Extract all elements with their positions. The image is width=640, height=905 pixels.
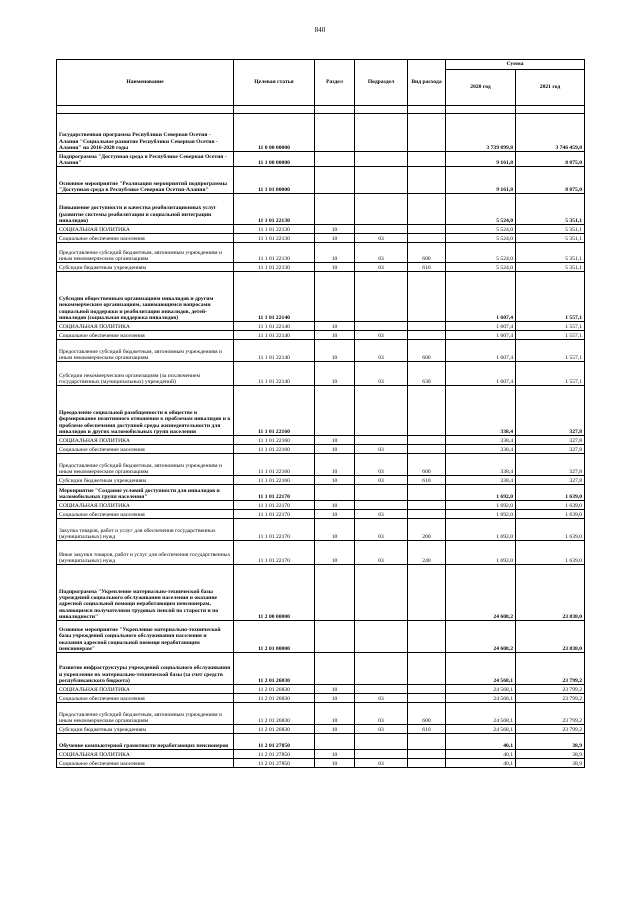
row-expense-type: [408, 685, 446, 694]
table-body: [57, 114, 585, 768]
row-target-code: 11 1 01 22140: [234, 340, 315, 362]
row-value-2020: 338,4: [446, 436, 516, 445]
row-expense-type: [408, 386, 446, 436]
row-subsection: [355, 621, 408, 653]
row-name: Социальное обеспечение населения: [57, 694, 234, 703]
row-value-2020: 40,1: [446, 759, 516, 768]
table-row: [57, 734, 585, 750]
table-row: [57, 750, 585, 759]
row-subsection: 03: [355, 454, 408, 476]
row-target-code: 11 1 01 22170: [234, 485, 315, 501]
row-value-2020: 5 524,0: [446, 234, 516, 243]
row-expense-type: [408, 734, 446, 750]
row-value-2020: 40,1: [446, 734, 516, 750]
row-value-2020: 338,4: [446, 445, 516, 454]
row-subsection: 03: [355, 694, 408, 703]
row-name: Социальное обеспечение населения: [57, 510, 234, 519]
row-section: [315, 152, 355, 167]
row-expense-type: 610: [408, 263, 446, 272]
row-name: Субсидии бюджетным учреждениям: [57, 725, 234, 734]
row-value-2021: 23 799,2: [516, 653, 585, 685]
row-expense-type: [408, 234, 446, 243]
row-value-2021: 38,9: [516, 734, 585, 750]
table-row: [57, 167, 585, 194]
row-section: 10: [315, 234, 355, 243]
budget-table: [56, 59, 585, 768]
row-subsection: 03: [355, 331, 408, 340]
row-value-2020: 40,1: [446, 750, 516, 759]
row-expense-type: [408, 621, 446, 653]
row-section: 10: [315, 454, 355, 476]
row-name: Социальное обеспечение населения: [57, 234, 234, 243]
row-subsection: 03: [355, 243, 408, 263]
row-name: Подпрограмма "Доступная среда в Республике Северная Осетия - Алания": [57, 152, 234, 167]
row-expense-type: 240: [408, 541, 446, 565]
row-name: СОЦИАЛЬНАЯ ПОЛИТИКА: [57, 685, 234, 694]
row-subsection: 03: [355, 510, 408, 519]
table-row: [57, 476, 585, 485]
header-target-article: Целевая статья: [234, 60, 315, 106]
row-target-code: 11 1 01 22170: [234, 501, 315, 510]
row-value-2020: 1 607,4: [446, 272, 516, 322]
row-expense-type: [408, 225, 446, 234]
row-subsection: [355, 501, 408, 510]
row-target-code: 11 1 01 22160: [234, 386, 315, 436]
table-row: [57, 621, 585, 653]
row-value-2021: 327,8: [516, 476, 585, 485]
row-value-2020: 24 568,1: [446, 703, 516, 725]
row-value-2020: 24 568,1: [446, 653, 516, 685]
row-target-code: 11 1 01 22160: [234, 445, 315, 454]
row-name: Подпрограмма "Укрепление материально-технической базы учреждений социального обслуживания населения и оказание адресной социальной помощи неработающим пенсионерам, являющимся получателями трудовых пенсий по старости и по инвалидности": [57, 565, 234, 621]
table-row: [57, 386, 585, 436]
table-row: [57, 194, 585, 225]
row-value-2020: 1 607,4: [446, 331, 516, 340]
row-value-2020: 5 524,0: [446, 194, 516, 225]
row-subsection: [355, 167, 408, 194]
row-value-2021: 327,8: [516, 445, 585, 454]
row-target-code: 11 2 01 26830: [234, 703, 315, 725]
row-section: [315, 114, 355, 152]
row-subsection: [355, 653, 408, 685]
row-section: [315, 272, 355, 322]
row-name: СОЦИАЛЬНАЯ ПОЛИТИКА: [57, 501, 234, 510]
row-subsection: 03: [355, 445, 408, 454]
row-value-2021: 3 746 459,8: [516, 114, 585, 152]
row-value-2020: 24 608,2: [446, 565, 516, 621]
row-section: 10: [315, 445, 355, 454]
row-expense-type: 610: [408, 476, 446, 485]
table-row: [57, 225, 585, 234]
row-value-2020: 1 692,0: [446, 510, 516, 519]
header-name: Наименование: [57, 60, 234, 106]
row-target-code: 11 2 01 26830: [234, 725, 315, 734]
table-row: [57, 519, 585, 541]
row-section: [315, 167, 355, 194]
row-subsection: [355, 685, 408, 694]
row-subsection: [355, 152, 408, 167]
row-section: [315, 734, 355, 750]
page-number: 840: [314, 26, 326, 34]
table-row: [57, 759, 585, 768]
row-value-2021: 8 875,0: [516, 167, 585, 194]
row-name: Предоставление субсидий бюджетным, автономным учреждениям и иным некоммерческим организациям: [57, 454, 234, 476]
table-row: [57, 243, 585, 263]
row-name: Предоставление субсидий бюджетным, автономным учреждениям и иным некоммерческим организациям: [57, 340, 234, 362]
header-expense-type: Вид расхода: [408, 60, 446, 106]
row-value-2020: 5 524,0: [446, 225, 516, 234]
row-subsection: [355, 114, 408, 152]
row-target-code: 11 1 01 22140: [234, 331, 315, 340]
row-value-2021: 23 838,0: [516, 621, 585, 653]
row-name: Обучение компьютерной грамотности неработающих пенсионеров: [57, 734, 234, 750]
row-section: [315, 621, 355, 653]
row-name: Повышение доступности и качества реабилитационных услуг (развитие системы реабилитации и социальной интеграции инвалидов): [57, 194, 234, 225]
table-row: [57, 510, 585, 519]
row-value-2021: 1 639,0: [516, 519, 585, 541]
row-name: СОЦИАЛЬНАЯ ПОЛИТИКА: [57, 225, 234, 234]
row-value-2020: 24 568,1: [446, 685, 516, 694]
row-target-code: 11 2 01 26830: [234, 653, 315, 685]
row-subsection: [355, 734, 408, 750]
row-subsection: 03: [355, 725, 408, 734]
row-section: 10: [315, 750, 355, 759]
row-value-2021: 23 799,2: [516, 703, 585, 725]
row-expense-type: [408, 759, 446, 768]
row-expense-type: [408, 445, 446, 454]
row-value-2021: 23 799,2: [516, 694, 585, 703]
row-expense-type: 200: [408, 519, 446, 541]
row-subsection: [355, 565, 408, 621]
table-row: [57, 565, 585, 621]
row-section: 10: [315, 243, 355, 263]
row-expense-type: 630: [408, 362, 446, 386]
row-value-2021: 23 799,2: [516, 685, 585, 694]
row-section: 10: [315, 322, 355, 331]
row-subsection: [355, 272, 408, 322]
table-row: [57, 362, 585, 386]
row-expense-type: 600: [408, 243, 446, 263]
row-section: 10: [315, 694, 355, 703]
header-section: Раздел: [315, 60, 355, 106]
row-value-2021: 1 639,0: [516, 501, 585, 510]
table-row: [57, 725, 585, 734]
table-row: [57, 694, 585, 703]
row-value-2021: 5 351,1: [516, 263, 585, 272]
row-target-code: 11 1 01 22170: [234, 541, 315, 565]
row-value-2021: 327,8: [516, 436, 585, 445]
row-value-2021: 23 799,2: [516, 725, 585, 734]
row-name: Субсидии общественным организациям инвалидов и другим некоммерческим организациям, занимающимся вопросами социальной поддержки и реабилитации инвалидов, детей-инвалидов (социальная поддержка инвалидов): [57, 272, 234, 322]
row-section: [315, 386, 355, 436]
row-subsection: 03: [355, 519, 408, 541]
row-subsection: [355, 194, 408, 225]
row-section: [315, 565, 355, 621]
row-name: Субсидии некоммерческим организациям (за исключением государственных (муниципальных) учреждений): [57, 362, 234, 386]
row-subsection: [355, 750, 408, 759]
row-subsection: 03: [355, 476, 408, 485]
row-expense-type: [408, 694, 446, 703]
row-value-2021: 1 557,1: [516, 272, 585, 322]
row-section: 10: [315, 263, 355, 272]
table-row: [57, 152, 585, 167]
row-value-2021: 1 639,0: [516, 485, 585, 501]
row-value-2020: 24 608,2: [446, 621, 516, 653]
table-row: [57, 340, 585, 362]
table-row: [57, 685, 585, 694]
row-section: 10: [315, 519, 355, 541]
row-target-code: 11 2 01 26830: [234, 694, 315, 703]
table-row: [57, 322, 585, 331]
row-target-code: 11 1 01 22130: [234, 225, 315, 234]
row-section: 10: [315, 541, 355, 565]
row-expense-type: [408, 485, 446, 501]
row-name: Субсидии бюджетным учреждениям: [57, 263, 234, 272]
row-value-2021: 1 639,0: [516, 541, 585, 565]
row-value-2021: 327,8: [516, 454, 585, 476]
row-value-2020: 1 692,0: [446, 501, 516, 510]
row-expense-type: [408, 653, 446, 685]
row-value-2021: 1 557,1: [516, 362, 585, 386]
row-expense-type: [408, 322, 446, 331]
row-target-code: 11 1 01 22130: [234, 234, 315, 243]
row-name: Основное мероприятие "Укрепление материально-технической базы учреждений социального обслуживания населения и оказания адресной социальной помощи неработающим пенсионерам": [57, 621, 234, 653]
row-name: Предоставление субсидий бюджетным, автономным учреждениям и иным некоммерческим организациям: [57, 243, 234, 263]
row-section: 10: [315, 225, 355, 234]
row-subsection: 03: [355, 759, 408, 768]
row-subsection: [355, 386, 408, 436]
row-section: 10: [315, 331, 355, 340]
row-expense-type: 600: [408, 703, 446, 725]
row-name: Социальное обеспечение населения: [57, 331, 234, 340]
row-expense-type: [408, 331, 446, 340]
row-subsection: 03: [355, 541, 408, 565]
row-name: Социальное обеспечение населения: [57, 759, 234, 768]
row-value-2020: 338,4: [446, 476, 516, 485]
row-section: 10: [315, 759, 355, 768]
row-value-2020: 338,4: [446, 386, 516, 436]
row-name: СОЦИАЛЬНАЯ ПОЛИТИКА: [57, 436, 234, 445]
table-row: [57, 485, 585, 501]
row-target-code: 11 1 01 22130: [234, 263, 315, 272]
row-expense-type: [408, 565, 446, 621]
row-name: Иные закупки товаров, работ и услуг для обеспечения государственных (муниципальных) нужд: [57, 541, 234, 565]
row-section: 10: [315, 476, 355, 485]
table-row: [57, 114, 585, 152]
row-name: Социальное обеспечение населения: [57, 445, 234, 454]
row-value-2020: 9 161,8: [446, 152, 516, 167]
row-expense-type: [408, 501, 446, 510]
row-value-2021: 5 351,1: [516, 234, 585, 243]
row-target-code: 11 1 01 22160: [234, 476, 315, 485]
row-target-code: 11 1 01 22130: [234, 194, 315, 225]
row-section: [315, 194, 355, 225]
row-expense-type: [408, 436, 446, 445]
row-target-code: 11 1 01 22160: [234, 436, 315, 445]
header-subsection: Подраздел: [355, 60, 408, 106]
row-expense-type: [408, 510, 446, 519]
row-value-2020: 1 692,0: [446, 541, 516, 565]
row-name: СОЦИАЛЬНАЯ ПОЛИТИКА: [57, 322, 234, 331]
row-value-2020: 5 524,0: [446, 243, 516, 263]
row-value-2021: 1 557,1: [516, 340, 585, 362]
row-value-2020: 5 524,0: [446, 263, 516, 272]
row-value-2021: 1 557,1: [516, 331, 585, 340]
row-target-code: 11 1 00 00000: [234, 152, 315, 167]
row-value-2020: 1 692,0: [446, 519, 516, 541]
row-value-2021: 5 351,1: [516, 225, 585, 234]
row-target-code: 11 2 01 00000: [234, 621, 315, 653]
table-row: [57, 445, 585, 454]
row-expense-type: [408, 272, 446, 322]
table-header: [57, 60, 585, 114]
table-row: [57, 454, 585, 476]
row-section: 10: [315, 501, 355, 510]
row-target-code: 11 1 01 22170: [234, 510, 315, 519]
table-row: [57, 331, 585, 340]
row-value-2020: 1 607,4: [446, 322, 516, 331]
row-target-code: 11 1 01 22160: [234, 454, 315, 476]
row-section: 10: [315, 685, 355, 694]
row-subsection: 03: [355, 263, 408, 272]
row-expense-type: [408, 194, 446, 225]
row-expense-type: 600: [408, 454, 446, 476]
row-value-2021: 5 351,1: [516, 243, 585, 263]
row-value-2021: 23 838,0: [516, 565, 585, 621]
row-section: [315, 653, 355, 685]
row-value-2021: 38,9: [516, 759, 585, 768]
row-name: СОЦИАЛЬНАЯ ПОЛИТИКА: [57, 750, 234, 759]
row-target-code: 11 2 01 27850: [234, 734, 315, 750]
row-subsection: [355, 485, 408, 501]
row-subsection: 03: [355, 362, 408, 386]
row-section: 10: [315, 436, 355, 445]
row-expense-type: [408, 167, 446, 194]
row-value-2020: 3 739 899,8: [446, 114, 516, 152]
row-target-code: 11 1 01 22140: [234, 272, 315, 322]
row-name: Мероприятие "Создание условий доступности для инвалидов и маломобильных групп населения": [57, 485, 234, 501]
row-value-2020: 9 161,8: [446, 167, 516, 194]
row-target-code: 11 2 00 00000: [234, 565, 315, 621]
row-subsection: 03: [355, 703, 408, 725]
row-target-code: 11 1 01 22140: [234, 322, 315, 331]
row-target-code: 11 1 01 22170: [234, 519, 315, 541]
row-value-2020: 24 568,1: [446, 725, 516, 734]
row-target-code: 11 1 01 00000: [234, 167, 315, 194]
row-subsection: 03: [355, 234, 408, 243]
row-name: Развитие инфраструктуры учреждений социального обслуживания и укрепление их материально-технической базы (за счет средств республиканского бюджета): [57, 653, 234, 685]
table-row: [57, 272, 585, 322]
row-name: Преодоление социальной разобщенности в обществе и формирование позитивного отношения к проблемам инвалидов и к проблеме обеспечения доступной среды жизнедеятельности для инвалидов и других маломобильных групп населения: [57, 386, 234, 436]
row-value-2020: 1 607,4: [446, 340, 516, 362]
row-value-2020: 338,4: [446, 454, 516, 476]
row-value-2020: 1 607,4: [446, 362, 516, 386]
row-target-code: 11 1 01 22130: [234, 243, 315, 263]
row-section: 10: [315, 703, 355, 725]
row-expense-type: 610: [408, 725, 446, 734]
table-row: [57, 501, 585, 510]
table-row: [57, 703, 585, 725]
row-expense-type: 600: [408, 340, 446, 362]
row-value-2021: 5 351,1: [516, 194, 585, 225]
row-subsection: 03: [355, 340, 408, 362]
table-row: [57, 653, 585, 685]
row-name: Субсидии бюджетным учреждениям: [57, 476, 234, 485]
table-row: [57, 541, 585, 565]
row-subsection: [355, 225, 408, 234]
row-value-2021: 38,9: [516, 750, 585, 759]
row-section: [315, 485, 355, 501]
row-value-2021: 8 875,0: [516, 152, 585, 167]
row-section: 10: [315, 510, 355, 519]
row-value-2020: 24 568,1: [446, 694, 516, 703]
table-row: [57, 234, 585, 243]
row-expense-type: [408, 152, 446, 167]
row-value-2021: 327,8: [516, 386, 585, 436]
row-target-code: 11 1 01 22140: [234, 362, 315, 386]
header-year-2020: 2020 год: [446, 70, 516, 106]
row-section: 10: [315, 340, 355, 362]
row-target-code: 11 2 01 26830: [234, 685, 315, 694]
row-value-2021: 1 639,0: [516, 510, 585, 519]
table-row: [57, 263, 585, 272]
row-target-code: 11 0 00 00000: [234, 114, 315, 152]
row-name: Предоставление субсидий бюджетным, автономным учреждениям и иным некоммерческим организациям: [57, 703, 234, 725]
table-row: [57, 436, 585, 445]
row-section: 10: [315, 362, 355, 386]
row-target-code: 11 2 01 27850: [234, 759, 315, 768]
row-name: Государственная программа Республики Северная Осетия - Алания "Социальное развитие Республики Северная Осетия - Алания" на 2016-2020 годы: [57, 114, 234, 152]
row-subsection: [355, 322, 408, 331]
row-value-2020: 1 692,0: [446, 485, 516, 501]
row-expense-type: [408, 114, 446, 152]
row-expense-type: [408, 750, 446, 759]
header-sum: Сумма: [446, 60, 585, 70]
row-subsection: [355, 436, 408, 445]
row-value-2021: 1 557,1: [516, 322, 585, 331]
row-target-code: 11 2 01 27850: [234, 750, 315, 759]
row-name: Закупка товаров, работ и услуг для обеспечения государственных (муниципальных) нужд: [57, 519, 234, 541]
row-name: Основное мероприятие "Реализация мероприятий подпрограммы "Доступная среда в Республике Северная Осетия-Алания": [57, 167, 234, 194]
row-section: 10: [315, 725, 355, 734]
header-year-2021: 2021 год: [516, 70, 585, 106]
